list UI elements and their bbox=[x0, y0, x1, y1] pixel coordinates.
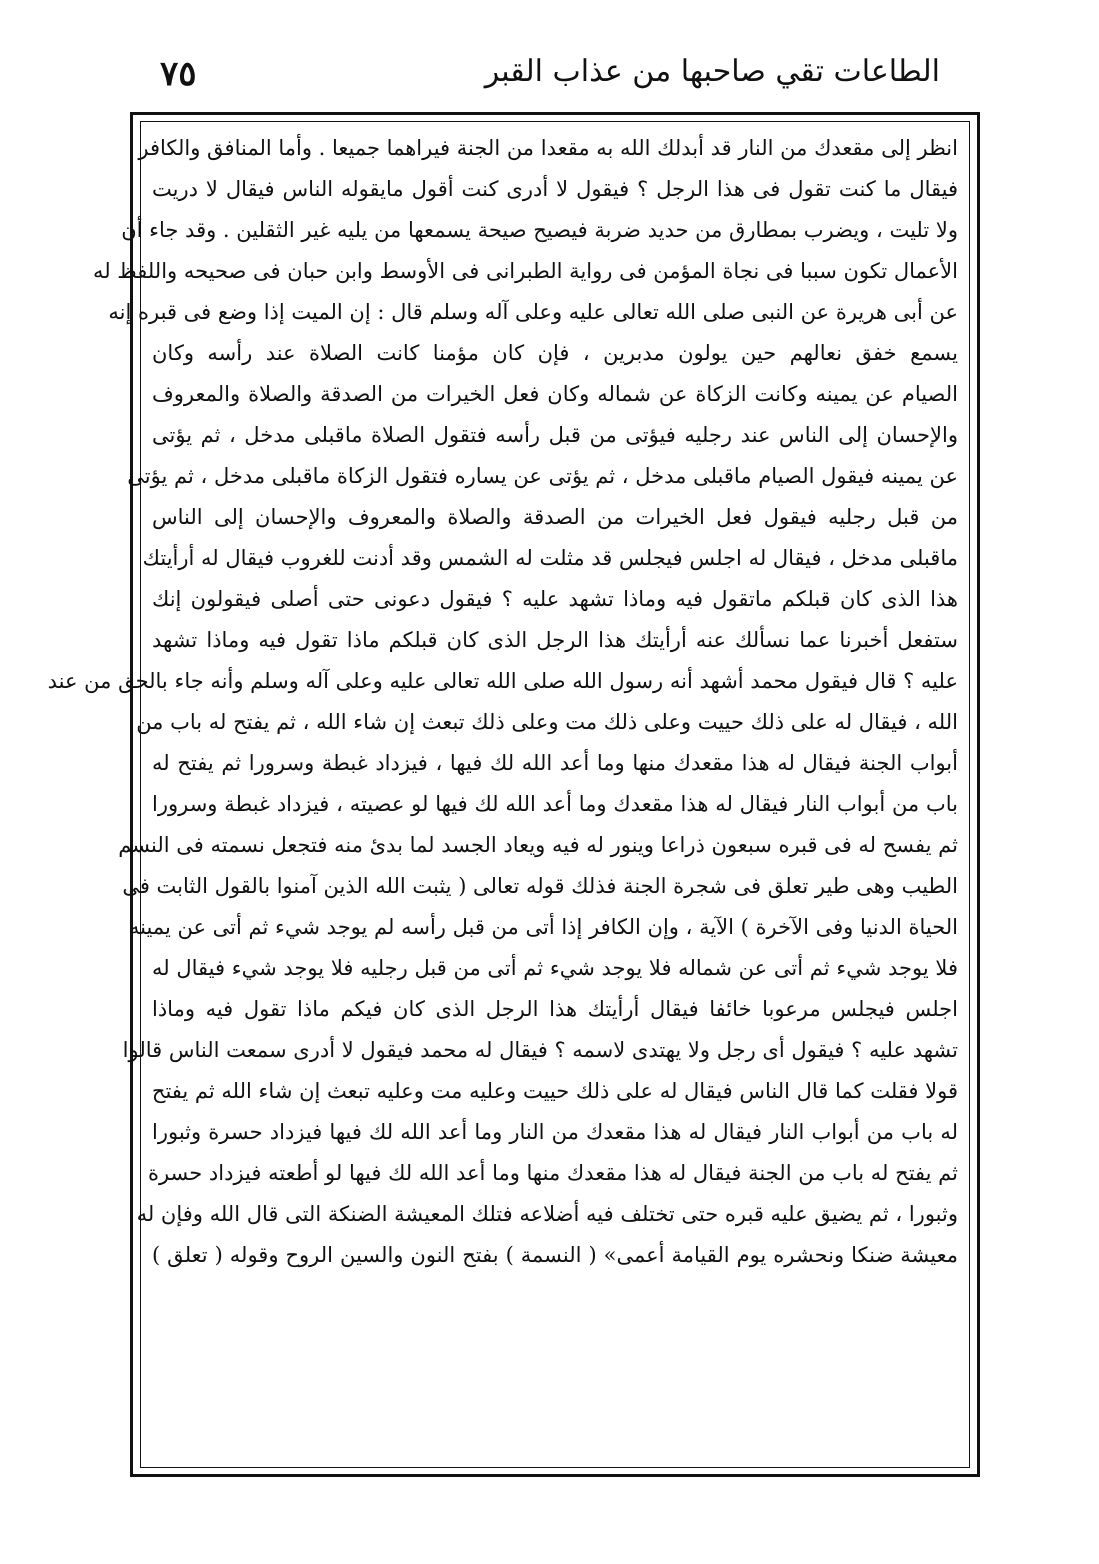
text-line: قولا فقلت كما قال الناس فيقال له على ذلك حييت وعليه مت وعليه تبعث إن شاء الله ثم يفتح bbox=[151, 1079, 958, 1103]
text-line: عليه ؟ قال فيقول محمد أشهد أنه رسول الله صلى الله تعالى عليه وعلى آله وسلم وأنه جاء بالحق من عند bbox=[47, 669, 958, 693]
text-line: فلا يوجد شيء ثم أتى عن شماله فلا يوجد شيء ثم أتى من قبل رجليه فلا يوجد شيء فيقال له bbox=[152, 956, 958, 980]
text-line: الصيام عن يمينه وكانت الزكاة عن شماله وكان فعل الخيرات من الصدقة والصلاة والمعروف bbox=[152, 382, 958, 406]
body-text bbox=[47, 128, 958, 1458]
text-line: الطيب وهى طير تعلق فى شجرة الجنة فذلك قوله تعالى ( يثبت الله الذين آمنوا بالقول الثابت فى bbox=[122, 874, 958, 898]
text-line: معيشة ضنكا ونحشره يوم القيامة أعمى» ( النسمة ) بفتح النون والسين الروح وقوله ( تعلق ) bbox=[152, 1243, 958, 1267]
text-line: اجلس فيجلس مرعوبا خائفا فيقال أرأيتك هذا الرجل الذى كان فيكم ماذا تقول فيه وماذا bbox=[152, 997, 958, 1021]
text-line: انظر إلى مقعدك من النار قد أبدلك الله به مقعدا من الجنة فيراهما جميعا . وأما المنافق والكافر bbox=[138, 136, 958, 160]
text-line: الأعمال تكون سببا فى نجاة المؤمن فى رواية الطبرانى فى الأوسط وابن حبان فى صحيحه واللفظ له bbox=[92, 259, 958, 283]
page-number: ٧٥ bbox=[160, 54, 197, 94]
text-line: والإحسان إلى الناس عند رجليه فيؤتى من قبل رأسه فتقول الصلاة ماقبلى مدخل ، ثم يؤتى bbox=[152, 423, 958, 447]
text-line: باب من أبواب النار فيقال له هذا مقعدك وما أعد الله لك فيها لو عصيته ، فيزداد غبطة وسرورا bbox=[152, 792, 958, 816]
text-line: عن أبى هريرة عن النبى صلى الله تعالى عليه وعلى آله وسلم قال : إن الميت إذا وضع فى قبره إنه bbox=[108, 300, 958, 324]
text-line: عن يمينه فيقول الصيام ماقبلى مدخل ، ثم يؤتى عن يساره فتقول الزكاة ماقبلى مدخل ، ثم يؤتى bbox=[127, 464, 958, 488]
running-title: الطاعات تقي صاحبها من عذاب القبر bbox=[484, 54, 940, 89]
text-line: ثم يفتح له باب من الجنة فيقال له هذا مقعدك منها وما أعد الله لك فيها لو أطعته فيزداد حسرة bbox=[147, 1161, 958, 1185]
text-line: أبواب الجنة فيقال له هذا مقعدك منها وما أعد الله لك فيها ، فيزداد غبطة وسرورا ثم يفتح له bbox=[152, 751, 958, 775]
page-header bbox=[120, 48, 980, 108]
text-line: ثم يفسح له فى قبره سبعون ذراعا وينور له فيه ويعاد الجسد لما بدئ منه فتجعل نسمته فى النسم bbox=[118, 833, 958, 857]
text-line: ستفعل أخبرنا عما نسألك عنه أرأيتك هذا الرجل الذى كان قبلكم ماذا تقول فيه وماذا تشهد bbox=[152, 628, 958, 652]
text-line: الحياة الدنيا وفى الآخرة ) الآية ، وإن الكافر إذا أتى من قبل رأسه لم يوجد شيء ثم أتى عن يمينه bbox=[128, 915, 958, 939]
text-line: تشهد عليه ؟ فيقول أى رجل ولا يهتدى لاسمه ؟ فيقال له محمد فيقول لا أدرى سمعت الناس قالوا bbox=[122, 1038, 958, 1062]
text-line: من قبل رجليه فيقول فعل الخيرات من الصدقة والصلاة والمعروف والإحسان إلى الناس bbox=[152, 505, 958, 529]
text-line: وثبورا ، ثم يضيق عليه قبره حتى تختلف فيه أضلاعه فتلك المعيشة الضنكة التى قال الله وفإن له bbox=[136, 1202, 958, 1226]
text-line: هذا الذى كان قبلكم ماتقول فيه وماذا تشهد عليه ؟ فيقول دعونى حتى أصلى فيقولون إنك bbox=[152, 587, 958, 611]
text-line: ماقبلى مدخل ، فيقال له اجلس فيجلس قد مثلت له الشمس وقد أدنت للغروب فيقال له أرأيتك bbox=[142, 546, 958, 570]
text-line: الله ، فيقال له على ذلك حييت وعلى ذلك مت وعلى ذلك تبعث إن شاء الله ، ثم يفتح له باب من bbox=[136, 710, 958, 734]
text-line: له باب من أبواب النار فيقال له هذا مقعدك من النار وما أعد الله لك فيها فيزداد حسرة وثبورا bbox=[152, 1120, 958, 1144]
text-line: ولا تليت ، ويضرب بمطارق من حديد ضربة فيصيح صيحة يسمعها من يليه غير الثقلين . وقد جاء أن bbox=[121, 218, 958, 242]
text-line: فيقال ما كنت تقول فى هذا الرجل ؟ فيقول لا أدرى كنت أقول مايقوله الناس فيقال لا دريت bbox=[152, 177, 958, 201]
text-line: يسمع خفق نعالهم حين يولون مدبرين ، فإن كان مؤمنا كانت الصلاة عند رأسه وكان bbox=[152, 341, 958, 365]
